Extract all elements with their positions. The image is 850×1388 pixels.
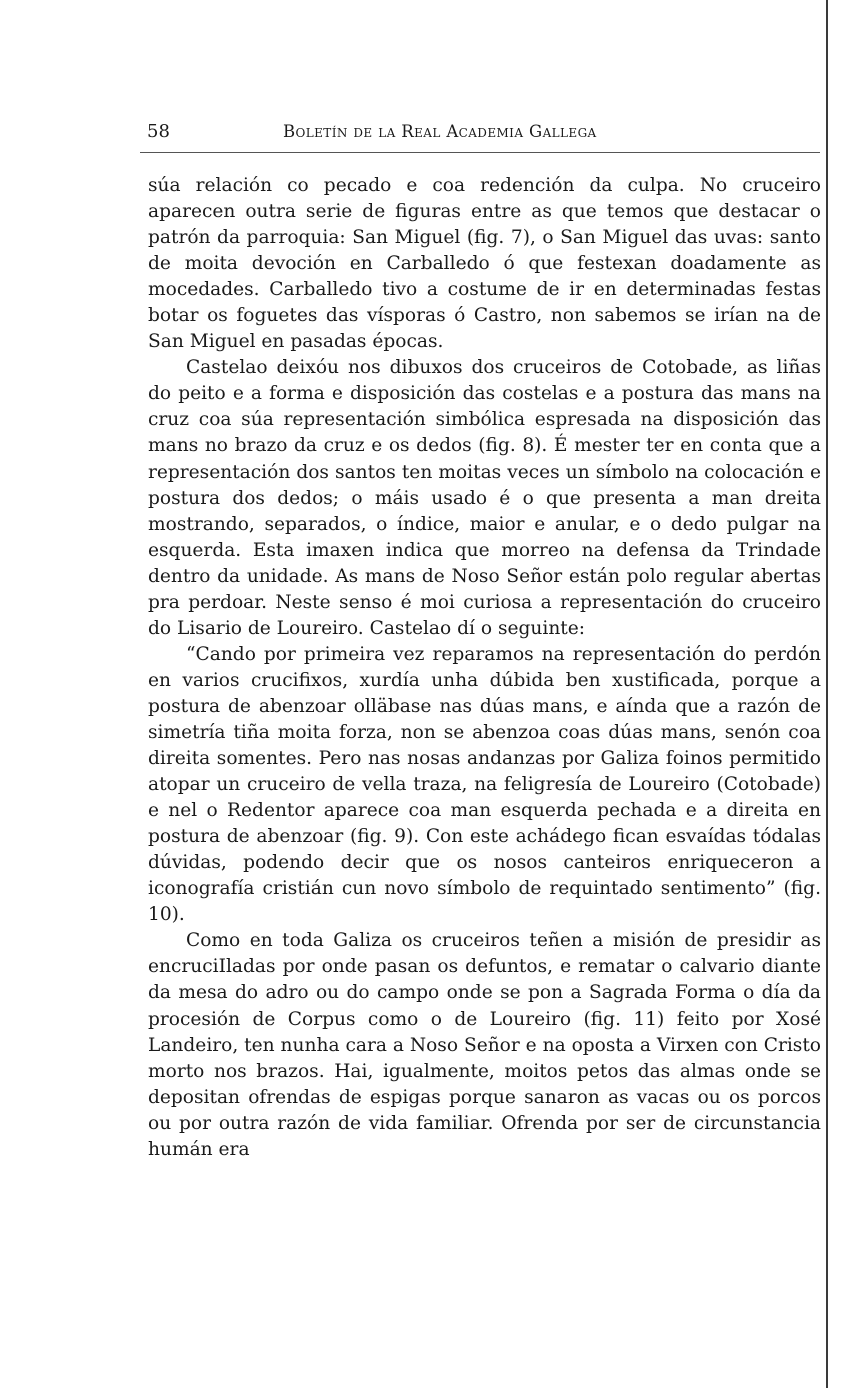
paragraph: Castelao deixóu nos dibuxos dos cruceiros de Cotobade, as liñas do peito e a forma e disposición das costelas e a postura das mans na cruz coa súa representación simbólica espresada na disposición das mans no brazo da cruz e os dedos (fig. 8). É mester ter en conta que a representación dos santos ten moitas veces un símbolo na colocación e postura dos dedos; o máis usado é o que presenta a man dreita mostrando, separados, o índice, maior e anular, e o dedo pulgar na esquerda. Esta imaxen indica que morreo na defensa da Trindade dentro da unidade. As mans de Noso Señor están polo regular abertas pra perdoar. Neste senso é moi curiosa a representación do cruceiro do Lisario de Loureiro. Castelao dí o seguinte: [148, 357, 821, 639]
page-edge-line [826, 0, 828, 1388]
page-number: 58 [147, 121, 170, 142]
paragraph: Como en toda Galiza os cruceiros teñen a misión de presidir as encruciIladas por onde pasan os defuntos, e rematar o calvario diante da mesa do adro ou do campo onde se pon a Sagrada Forma o día da procesión de Corpus como o de Loureiro (fig. 11) feito por Xosé Landeiro, ten nunha cara a Noso Señor e na oposta a Virxen con Cristo morto nos brazos. Hai, igualmente, moitos petos das almas onde se depositan ofrendas de espigas porque sanaron as vacas ou os porcos ou por outra razón de vida familiar. Ofrenda por ser de circunstancia humán era [148, 930, 821, 1160]
page-header [147, 118, 820, 146]
header-divider [140, 152, 820, 153]
paragraph: súa relación co pecado e coa redención da culpa. No cruceiro aparecen outra serie de figuras entre as que temos que destacar o patrón da parroquia: San Miguel (fig. 7), o San Miguel das uvas: santo de moita devoción en Carballedo ó que festexan doadamente as mocedades. Carballedo tivo a costume de ir en determinadas festas botar os foguetes das vísporas ó Castro, non sabemos se irían na de San Miguel en pasadas épocas. [148, 175, 821, 353]
body-text [148, 173, 821, 1163]
running-title: Boletín de la Real Academia Gallega [283, 122, 597, 141]
quoted-paragraph: “Cando por primeira vez reparamos na representación do perdón en varios crucifixos, xurdía unha dúbida ben xustificada, porque a postura de abenzoar olläbase nas dúas mans, e aínda que a razón de simetría tiña moita forza, non se abenzoa coas dúas mans, senón coa direita somentes. Pero nas nosas andanzas por Galiza foinos permitido atopar un cruceiro de vella traza, na feligresía de Loureiro (Cotobade) e nel o Redentor aparece coa man esquerda pechada e a direita en postura de abenzoar (fig. 9). Con este achádego fican esvaídas tódalas dúvidas, podendo decir que os nosos canteiros enriqueceron a iconografía cristián cun novo símbolo de requintado sentimento” (fig. 10). [148, 643, 821, 926]
